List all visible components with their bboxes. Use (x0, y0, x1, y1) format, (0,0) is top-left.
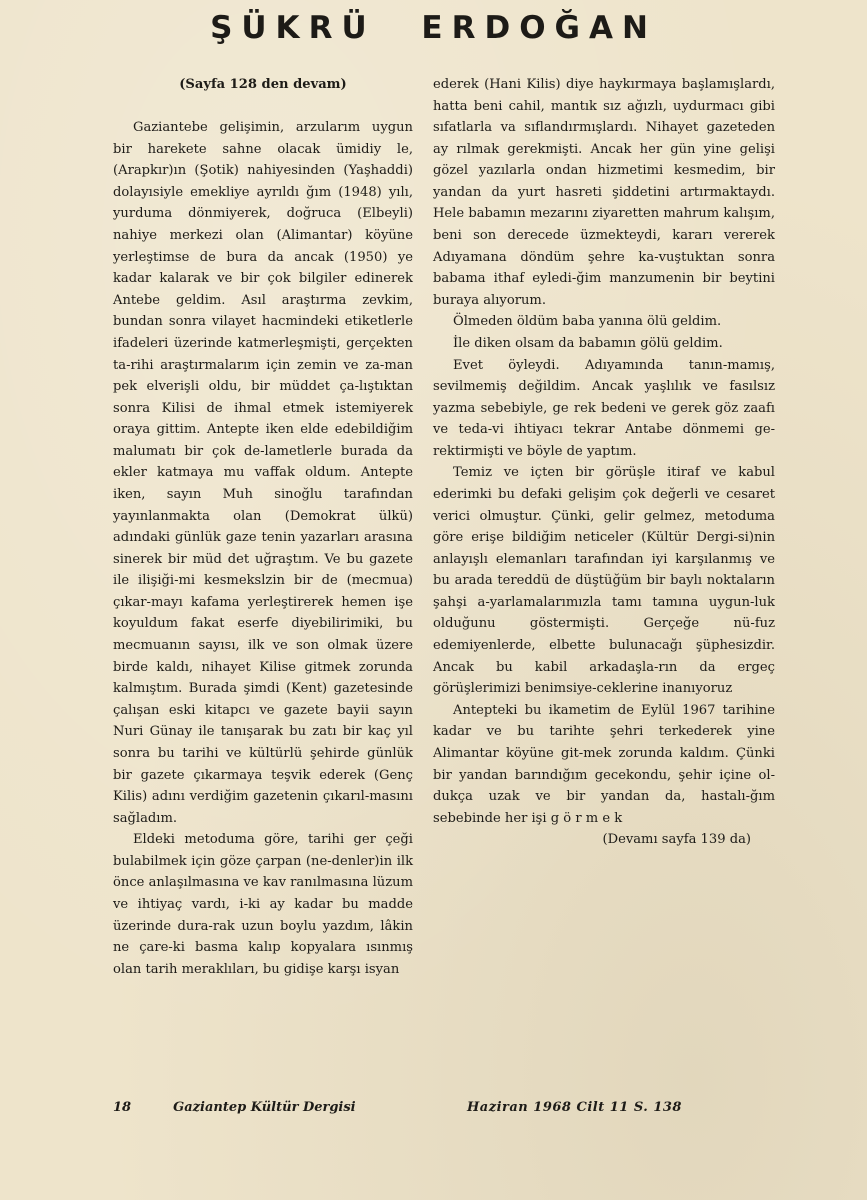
poem-line-2: İle diken olsam da babamın gölü geldim. (453, 335, 723, 351)
right-paragraph-4: Antepteki bu ikametim de Eylül 1967 tarihine kadar ve bu tarihte şehri terkederek yine Alimantar köyüne git-mek zorunda kaldım. Çünki bir yandan barındığım gecekondu, şehir içine ol-dukça uzak ve bir yandan da, hastalı-ğım sebebinde her işi g ö r m e k (433, 702, 775, 826)
right-paragraph-1: ederek (Hani Kilis) diye haykırmaya başlamışlardı, hatta beni cahil, mantık sız ağızlı, uydurmacı gibi sıfatlarla va sıflandırmışlardı. Nihayet gazeteden ay rılmak gerekmişti. Ancak her gün yine gelişi gözel yazılarla ondan hizmetimi kesmedim, bir yandan da yurt hasreti şiddetini artırmaktaydı. Hele babamın mezarını ziyaretten mahrum kalışım, beni son derecede üzmekteydi, kararı vererek Adıyamana döndüm şehre ka-vuştuktan sonra babama ithaf eyledi-ğim manzumenin bir beytini buraya alıyorum. (433, 77, 775, 308)
left-paragraph-2: Eldeki metoduma göre, tarihi ger çeği bulabilmek için göze çarpan (ne-denler)in ilk önce anlaşılmasına ve kav ranılmasına lüzum ve ihtiyaç vardı, i-ki ay kadar bu madde üzerinde dura-rak uzun boylu yazdım, lâkin ne çare-ki basma kalıp kopyalara ısınmış olan tarih meraklıları, bu gidişe karşı isyan (113, 832, 413, 977)
left-paragraph-1: Gaziantebe gelişimin, arzularım uygun bir harekete sahne olacak ümidiy le, (Arapkır)ın (Şotik) nahiyesinden (Yaşhaddi) dolayısiyle emekliye ayrıldı ğım (1948) yılı, yurduma dönmiyerek, doğruca (Elbeyli) nahiye merkezi olan (Alimantar) köyüne yerleştimse de bura da ancak (1950) ye kadar kalarak ve bir çok bilgiler edinerek Antebe geldim. Asıl araştırma zevkim, bundan sonra vilayet hacmindeki etiketlerle ifadeleri üzerinde katmerleşmişti, gerçekten ta-rihi araştırmalarım için zemin ve za-man pek elverişli oldu, bir müddet ça-lıştıktan sonra Kilisi de ihmal etmek istemiyerek oraya gittim. Antepte iken elde edebildiğim malumatı bir çok de-lametlerle burada da ekler katmaya mu vaffak oldum. Antepte iken, sayın Muh sinoğlu tarafından yayınlanmakta olan (Demokrat ülkü) adındaki günlük gaze tenin yazarları arasına sinerek bir müd det uğraştım. Ve bu gazete ile ilişiği-mi kesmekslzin bir de (mecmua) çıkar-mayı kafama yerleştirerek hemen işe koyuldum fakat eserfe diyebilirimiki, bu mecmuanın sayısı, ilk ve son olmak üzere birde kaldı, nihayet Kilise gitmek zorunda kalmıştım. Burada şimdi (Kent) gazetesinde çalışan eski kitapcı ve gazete bayii sayın Nuri Günay ile tanışarak bu zatı bir kaç yıl sonra bu tarihi ve kültürlü şehirde günlük bir gazete çıkarmaya teşvik ederek (Genç Kilis) adını verdiğim gazetenin çıkarıl-masını sağladım. (113, 120, 413, 826)
continued-to-note: (Devamı sayfa 139 da) (602, 832, 751, 848)
continued-from-note: (Sayfa 128 den devam) (179, 77, 347, 92)
right-text-column (433, 74, 775, 851)
right-paragraph-3: Temiz ve içten bir görüşle itiraf ve kabul ederimki bu defaki gelişim çok değerli ve cesaret verici olmuştur. Çünki, gelir gelmez, metoduma göre erişe bildiğim neticeler (Kültür Dergi-si)nin anlayışlı elemanları tarafından iyi karşılanmış ve bu arada tereddü de düştüğüm bir baylı noktaların şahşi a-yarlamalarımızla tamı tamına uygun-luk olduğunu göstermişti. Gerçeğe nü-fuz edemiyenlerde, elbette bulunacağı şüphesizdir. Ancak bu kabil arkadaşla-rın da ergeç görüşlerimizi benimsiye-ceklerine inanıyoruz (433, 465, 775, 697)
footer-left (113, 1100, 356, 1115)
issue-info: Haziran 1968 Cilt 11 S. 138 (467, 1100, 682, 1115)
left-text-column (113, 74, 413, 980)
article-author-heading: ŞÜKRÜ ERDOĞAN (210, 10, 657, 46)
journal-name: Gaziantep Kültür Dergisi (173, 1100, 356, 1115)
poem-line-1: Ölmeden öldüm baba yanına ölü geldim. (453, 314, 722, 330)
right-paragraph-2: Evet öyleydi. Adıyamında tanın-mamış, sevilmemiş değildim. Ancak yaşlılık ve fasılsız yazma sebebiyle, ge rek bedeni ve gerek göz zaafı ve teda-vi ihtiyacı tekrar Antabe dönmemi ge-rektirmişti ve böyle de yaptım. (433, 357, 775, 459)
page-number: 18 (113, 1100, 132, 1115)
